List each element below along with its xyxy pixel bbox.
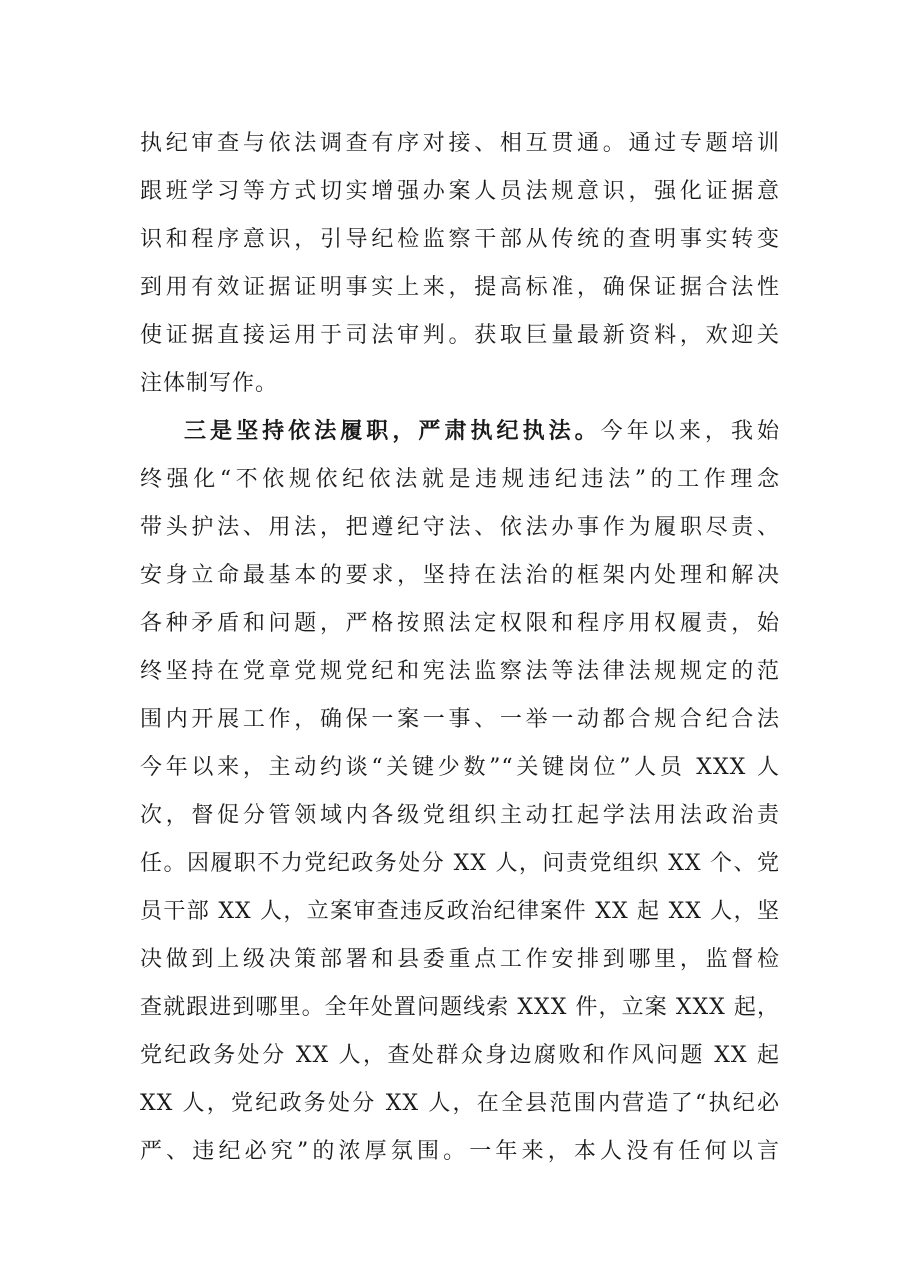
- text-line: 严、违纪必究”的浓厚氛围。一年来，本人没有任何以言: [140, 1139, 780, 1164]
- text-line: 各种矛盾和问题，严格按照法定权限和程序用权履责，始: [140, 611, 780, 636]
- text-line: 带头护法、用法，把遵纪守法、依法办事作为履职尽责、: [140, 515, 780, 540]
- text-line: 党纪政务处分 XX 人，查处群众身边腐败和作风问题 XX 起: [140, 1043, 780, 1068]
- text-line: 任。因履职不力党纪政务处分 XX 人，问责党组织 XX 个、党: [140, 851, 780, 876]
- text-line: 查就跟进到哪里。全年处置问题线索 XXX 件，立案 XXX 起，: [140, 995, 780, 1020]
- text-line: 围内开展工作，确保一案一事、一举一动都合规合纪合法: [140, 707, 780, 732]
- text-line: 今年以来，主动约谈“关键少数”“关键岗位”人员 XXX 人: [140, 755, 780, 780]
- text-line: 执纪审查与依法调查有序对接、相互贯通。通过专题培训: [140, 131, 780, 156]
- section-heading: 三是坚持依法履职，严肃执纪执法。: [184, 419, 601, 444]
- text-run: 今年以来，我始: [600, 419, 780, 444]
- text-line: 终强化“不依规依纪依法就是违规违纪违法”的工作理念: [140, 467, 780, 492]
- text-line: XX 人，党纪政务处分 XX 人，在全县范围内营造了“执纪必: [140, 1091, 780, 1116]
- text-line: 识和程序意识，引导纪检监察干部从传统的查明事实转变: [140, 227, 780, 252]
- text-line: 次，督促分管领域内各级党组织主动扛起学法用法政治责: [140, 803, 780, 828]
- text-line: 员干部 XX 人，立案审查违反政治纪律案件 XX 起 XX 人，坚: [140, 899, 780, 924]
- text-line: 到用有效证据证明事实上来，提高标准，确保证据合法性: [140, 275, 780, 300]
- paragraph-2: [140, 408, 780, 1176]
- paragraph-1: [140, 120, 780, 408]
- text-line: 决做到上级决策部署和县委重点工作安排到哪里，监督检: [140, 947, 780, 972]
- text-line: 使证据直接运用于司法审判。获取巨量最新资料，欢迎关: [140, 323, 780, 348]
- text-line: 跟班学习等方式切实增强办案人员法规意识，强化证据意: [140, 179, 780, 204]
- text-line: 终坚持在党章党规党纪和宪法监察法等法律法规规定的范: [140, 659, 780, 684]
- paragraph-first-line: [140, 408, 780, 456]
- text-line: 注体制写作。: [140, 371, 279, 396]
- body-text: [140, 120, 780, 1176]
- text-line: 安身立命最基本的要求，坚持在法治的框架内处理和解决: [140, 563, 780, 588]
